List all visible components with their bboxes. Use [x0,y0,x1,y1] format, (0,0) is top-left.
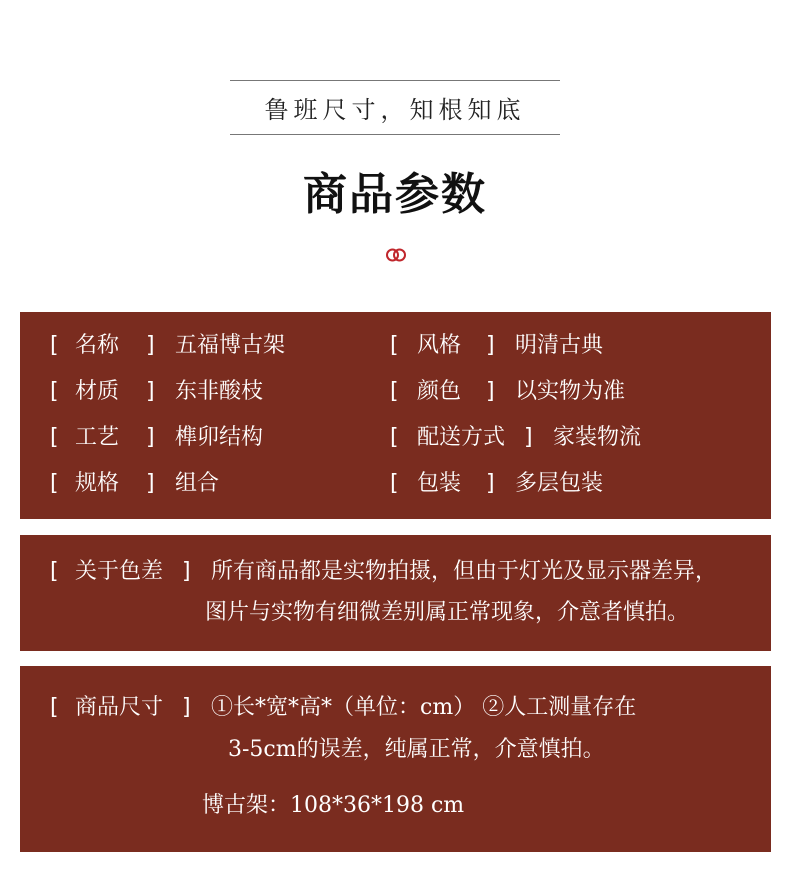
param-label: 名称 [75,333,120,358]
param-row-color: [ 颜色 ] 以实物为准 [390,377,625,407]
param-label: 工艺 [75,425,120,450]
size-note-label: 商品尺寸 [75,695,164,720]
color-note-line2: 图片与实物有细微差别属正常现象，介意者慎拍。 [205,600,690,625]
slogan-text: 鲁班尺寸，知根知底 [264,96,526,124]
color-note-line1: [ 关于色差 ] 所有商品都是实物拍摄，但由于灯光及显示器差异， [50,557,717,587]
param-label: 配送方式 [417,425,506,450]
param-row-spec: [ 规格 ] 组合 [50,469,219,499]
color-note-label: 关于色差 [75,559,164,584]
color-note-text: 所有商品都是实物拍摄，但由于灯光及显示器差异， [211,559,718,584]
param-row-delivery: [ 配送方式 ] 家装物流 [390,423,641,453]
param-row-material: [ 材质 ] 东非酸枝 [50,377,263,407]
slogan-banner [230,80,560,135]
param-value: 榫卯结构 [175,425,264,450]
param-value: 明清古典 [515,333,604,358]
param-value: 以实物为准 [515,379,626,404]
double-ring-icon [385,247,407,263]
param-label: 材质 [75,379,120,404]
size-note-text: ①长*宽*高*（单位：cm） ②人工测量存在 [211,695,637,720]
param-label: 风格 [417,333,462,358]
param-row-name: [ 名称 ] 五福博古架 [50,331,285,361]
param-row-packaging: [ 包装 ] 多层包装 [390,469,603,499]
param-row-style: [ 风格 ] 明清古典 [390,331,603,361]
size-note-line2: 3-5cm的误差，纯属正常，介意慎拍。 [228,737,605,762]
page-title: 商品参数 [303,169,487,220]
param-value: 组合 [175,471,220,496]
param-value: 多层包装 [515,471,604,496]
param-value: 家装物流 [553,425,642,450]
param-label: 包装 [417,471,462,496]
color-note-panel [20,535,771,651]
param-row-craft: [ 工艺 ] 榫卯结构 [50,423,263,453]
dimension-text: 博古架：108*36*198 cm [202,793,465,818]
params-panel [20,312,771,519]
param-value: 五福博古架 [175,333,286,358]
param-value: 东非酸枝 [175,379,264,404]
size-note-panel [20,666,771,852]
size-note-line1: [ 商品尺寸 ] ①长*宽*高*（单位：cm） ②人工测量存在 [50,693,636,723]
param-label: 颜色 [417,379,462,404]
param-label: 规格 [75,471,120,496]
